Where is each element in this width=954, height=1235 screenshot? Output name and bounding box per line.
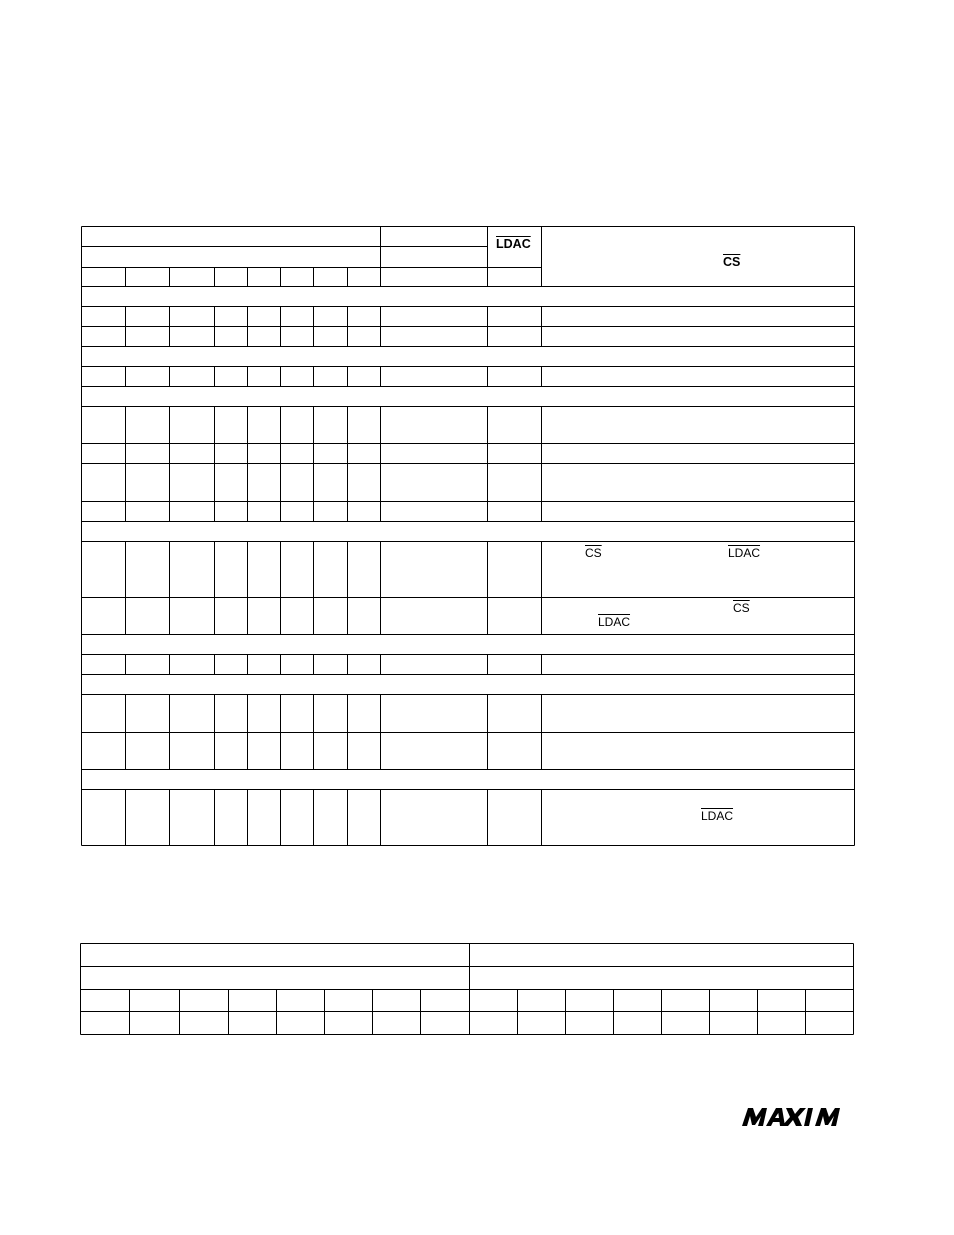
row-note-ldac: LDAC [728, 546, 761, 560]
row-note-ldac: LDAC [598, 615, 631, 629]
row-note-cs: $\overline{CS}$ [585, 546, 602, 560]
header-ldac-label: LDAC [496, 237, 531, 251]
bit-format-table [80, 943, 854, 1035]
row-note-cs: $\overline{CS}$ [733, 601, 750, 615]
command-table-grid [81, 226, 855, 846]
bit-format-grid [80, 943, 854, 1035]
header-cs-label: $\overline{CS}$ [723, 255, 741, 269]
maxim-logo [742, 1104, 854, 1130]
command-table [81, 226, 855, 846]
row-note-ldac: LDAC [701, 809, 734, 823]
